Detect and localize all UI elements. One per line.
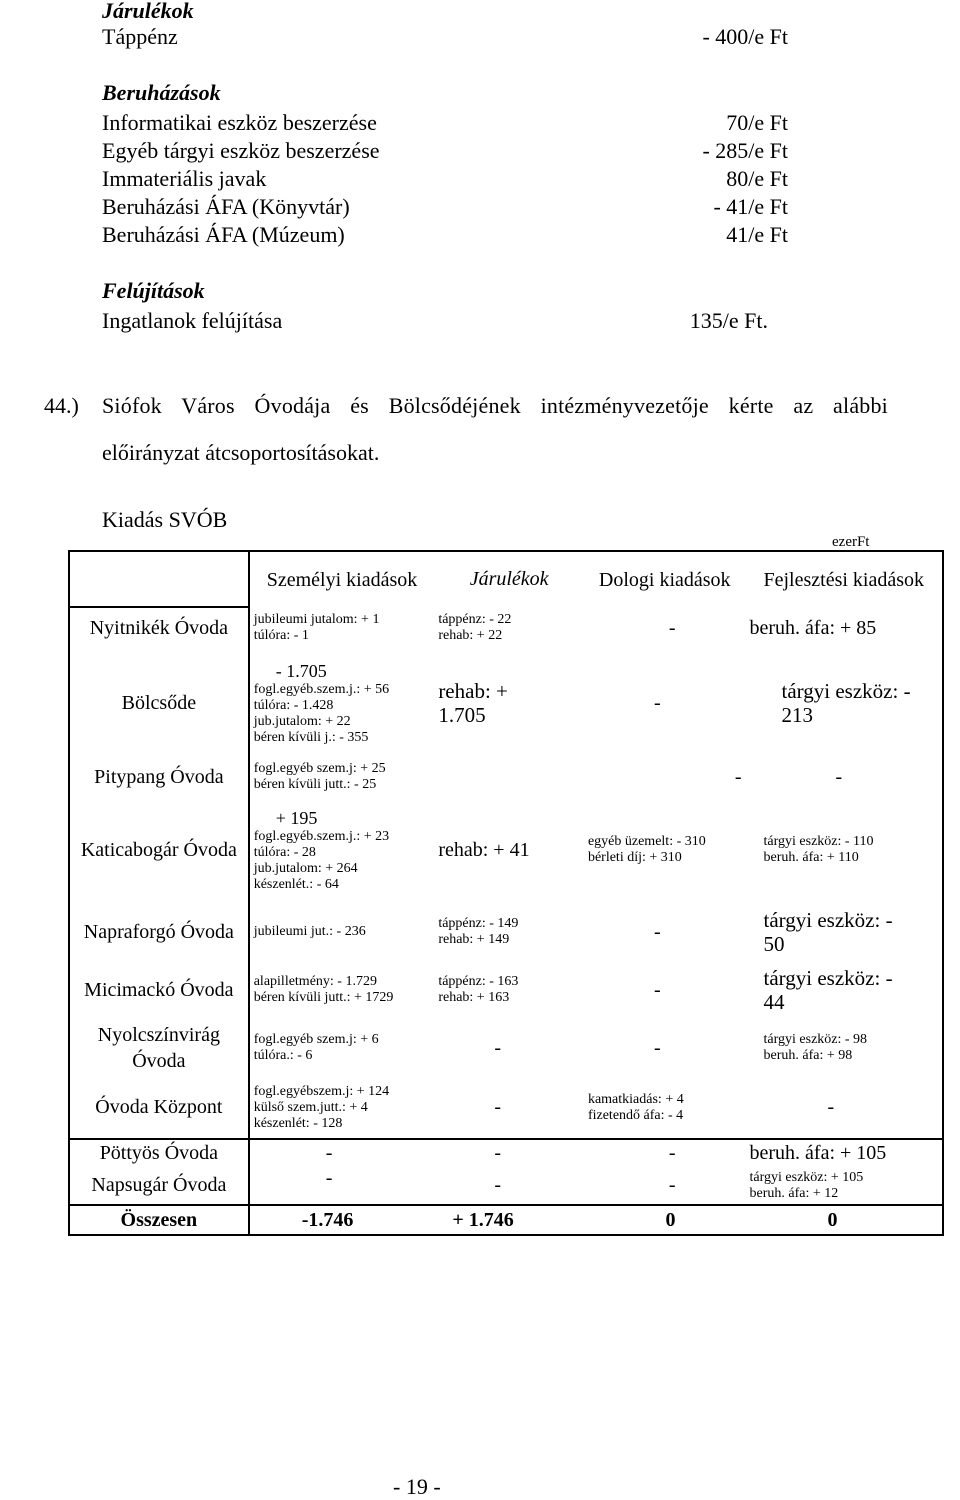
tappenz-label: Táppénz (102, 24, 178, 49)
expense-table (68, 550, 944, 1236)
page-number: - 19 - (393, 1474, 441, 1499)
cell-jarulekok: + 1.746 (434, 1205, 584, 1235)
cell-szemelyi: - (325, 1167, 333, 1189)
cell-jarulekok (434, 757, 584, 797)
table-row (69, 1077, 943, 1139)
table-row (69, 607, 943, 649)
row-name: Katicabogár Óvoda (69, 797, 249, 903)
row-name: Pöttyös Óvoda (69, 1139, 249, 1167)
row-name: Nyitnikék Óvoda (69, 607, 249, 649)
table-total-row (69, 1205, 943, 1235)
cell-szemelyi: fogl.egyébszem.j: + 124 külső szem.jutt.: + 4 készenlét: - 128 (253, 1083, 390, 1131)
table-title: Kiadás SVÓB (102, 507, 228, 532)
beruhazas-item-label: Egyéb tárgyi eszköz beszerzése (102, 138, 380, 163)
section-text-line2: előirányzat átcsoportosításokat. (102, 440, 380, 465)
cell-dologi: kamatkiadás: + 4 fizetendő áfa: - 4 (587, 1091, 684, 1123)
cell-szemelyi: - (249, 1139, 435, 1167)
table-row (69, 797, 943, 903)
cell-fejlesztesi: beruh. áfa: + 85 (746, 607, 944, 649)
cell-dologi: - (734, 765, 742, 788)
cell-fejlesztesi: tárgyi eszköz: - 110 beruh. áfa: + 110 (746, 797, 944, 903)
header-empty (69, 551, 249, 607)
cell-szemelyi-detail: fogl.egyéb.szem.j.: + 23 túlóra: - 28 jub.jutalom: + 264 készenlét.: - 64 (253, 828, 390, 892)
tappenz-value: - 400/e Ft (702, 24, 788, 49)
header-dologi: Dologi kiadások (584, 551, 746, 607)
cell-dologi: - (653, 920, 661, 943)
header-jarulekok: Járulékok (434, 551, 584, 607)
section-number: 44.) (44, 393, 79, 418)
beruhazas-item-label: Immateriális javak (102, 166, 267, 191)
cell-szemelyi: fogl.egyéb szem.j: + 6 túlóra.: - 6 (253, 1032, 379, 1063)
row-name: Bölcsőde (69, 649, 249, 757)
ingatlanok-value: 135/e Ft. (689, 308, 768, 333)
cell-fejlesztesi: - (746, 757, 944, 797)
cell-jarulekok: táppénz: - 163 rehab: + 163 (438, 974, 519, 1005)
table-row (69, 649, 943, 757)
cell-fejlesztesi: tárgyi eszköz: - 50 (746, 903, 944, 961)
cell-dologi: - (668, 1174, 676, 1196)
cell-fejlesztesi: tárgyi eszköz: - 44 (746, 961, 944, 1019)
cell-jarulekok: rehab: + 41 (438, 838, 530, 861)
table-row (69, 757, 943, 797)
beruhazas-item-label: Beruházási ÁFA (Múzeum) (102, 222, 345, 247)
cell-fejlesztesi: - (746, 1077, 944, 1139)
beruhazas-item-value: - 41/e Ft (713, 194, 788, 219)
cell-dologi: - (668, 616, 676, 639)
unit-label: ezerFt (832, 534, 870, 550)
felujitasok-heading: Felújítások (102, 278, 205, 303)
beruhazasok-heading: Beruházások (102, 80, 221, 105)
cell-szemelyi-total: - 1.705 (275, 660, 327, 681)
row-name: Óvoda Központ (69, 1077, 249, 1139)
cell-szemelyi: jubileumi jutalom: + 1 túlóra: - 1 (253, 612, 380, 643)
cell-szemelyi (249, 649, 435, 757)
cell-jarulekok: - (494, 1096, 501, 1118)
beruhazas-item-value: - 285/e Ft (702, 138, 788, 163)
section-text-line1: Siófok Város Óvodája és Bölcsődéjének intézményvezetője kérte az alábbi (102, 393, 888, 418)
cell-szemelyi-total: + 195 (275, 807, 318, 828)
cell-szemelyi: -1.746 (249, 1205, 435, 1235)
row-name: Összesen (69, 1205, 249, 1235)
header-fejlesztesi: Fejlesztési kiadások (746, 551, 944, 607)
cell-jarulekok: rehab: + 1.705 (438, 679, 508, 727)
row-name: Nyolcszínvirág Óvoda (69, 1019, 249, 1077)
row-name: Pitypang Óvoda (69, 757, 249, 797)
ingatlanok-label: Ingatlanok felújítása (102, 308, 283, 333)
row-name: Micimackó Óvoda (69, 961, 249, 1019)
beruhazas-item-value: 41/e Ft (726, 222, 788, 247)
cell-fejlesztesi: 0 (746, 1205, 944, 1235)
table-row (69, 903, 943, 961)
table-row (69, 1139, 943, 1167)
cell-fejlesztesi: tárgyi eszköz: - 98 beruh. áfa: + 98 (746, 1019, 944, 1077)
cell-fejlesztesi: tárgyi eszköz: + 105 beruh. áfa: + 12 (746, 1167, 944, 1205)
beruhazas-item-value: 80/e Ft (726, 166, 788, 191)
cell-jarulekok: - (494, 1174, 501, 1196)
cell-dologi: 0 (584, 1205, 746, 1235)
table-header-row (69, 551, 943, 607)
beruhazas-item-label: Beruházási ÁFA (Könyvtár) (102, 194, 350, 219)
beruhazas-item-value: 70/e Ft (726, 110, 788, 135)
cell-jarulekok: táppénz: - 149 rehab: + 149 (438, 916, 519, 947)
cell-fejlesztesi: beruh. áfa: + 105 (746, 1139, 944, 1167)
cell-szemelyi (249, 797, 435, 903)
table-row (69, 961, 943, 1019)
table-row (69, 1167, 943, 1205)
cell-dologi: egyéb üzemelt: - 310 bérleti díj: + 310 (587, 834, 706, 865)
cell-dologi: - (584, 1139, 746, 1167)
header-szemelyi: Személyi kiadások (249, 551, 435, 607)
cell-dologi: - (653, 1036, 661, 1059)
cell-fejlesztesi: tárgyi eszköz: - 213 (746, 649, 944, 757)
cell-szemelyi: fogl.egyéb szem.j: + 25 béren kívüli jutt.: - 25 (253, 761, 386, 792)
cell-dologi: - (653, 978, 661, 1001)
cell-jarulekok: táppénz: - 22 rehab: + 22 (438, 612, 512, 643)
row-name: Napraforgó Óvoda (69, 903, 249, 961)
cell-szemelyi-detail: fogl.egyéb.szem.j.: + 56 túlóra: - 1.428 jub.jutalom: + 22 béren kívüli j.: - 355 (253, 681, 390, 745)
row-name: Napsugár Óvoda (69, 1167, 249, 1205)
cell-szemelyi: alapilletmény: - 1.729 béren kívüli jutt.: + 1729 (253, 974, 394, 1005)
jarulekok-heading: Járulékok (102, 0, 194, 23)
beruhazas-item-label: Informatikai eszköz beszerzése (102, 110, 377, 135)
cell-jarulekok: - (494, 1036, 501, 1059)
cell-jarulekok: - (434, 1139, 584, 1167)
cell-szemelyi: jubileumi jut.: - 236 (253, 924, 366, 939)
table-row (69, 1019, 943, 1077)
cell-dologi: - (653, 691, 661, 714)
